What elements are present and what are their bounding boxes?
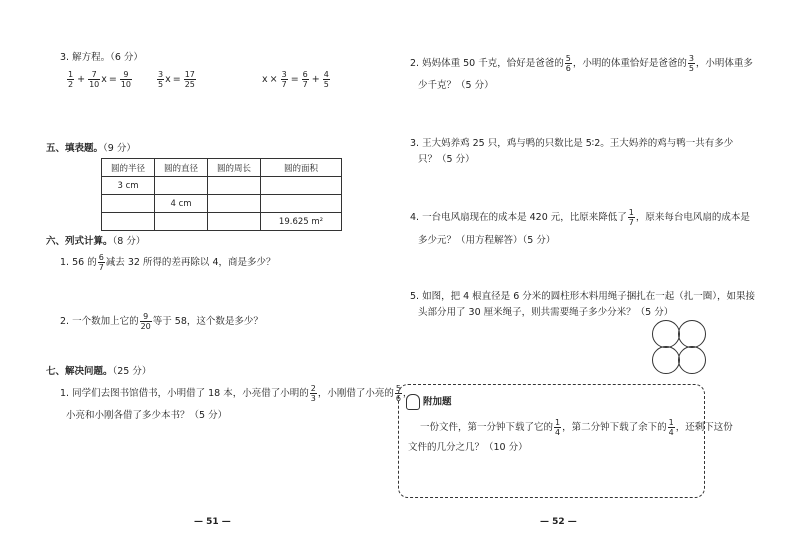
r-question-3: 3. 王大妈养鸡 25 只，鸡与鸭的只数比是 5∶2。王大妈养的鸡与鸭一共有多少 <box>410 138 734 149</box>
s6-question-1: 1. 56 的 $\frac{6}{7}$ 减去 32 所得的差再除以 4，商是多少？ <box>60 253 276 272</box>
r-question-5-line2: 头部分用了 30 厘米绳子，则共需要绳子多少分米？（5 分） <box>418 307 674 318</box>
bonus-question-line2: 文件的几分之几？（10 分） <box>408 442 528 453</box>
bonus-question: 一份文件，第一分钟下载了它的 $\frac{1}{4}$ ，第二分钟下载了余下的 $\frac{1}{4}$ ，还剩下这份 <box>420 418 733 437</box>
table-header: 圆的直径 <box>155 159 208 177</box>
table-cell[interactable]: 19.625 m² <box>261 213 342 231</box>
circle-table <box>101 158 342 231</box>
table-cell[interactable] <box>102 213 155 231</box>
table-cell[interactable] <box>261 195 342 213</box>
table-row <box>102 213 342 231</box>
equation-3: x × $\frac{3}{7}$ = $\frac{6}{7}$ + $\frac{4}{5}$ <box>262 70 329 89</box>
mascot-icon <box>406 394 420 410</box>
circle-shape <box>678 320 706 348</box>
table-cell[interactable] <box>208 195 261 213</box>
section-5-heading: 五、填表题。（9 分） <box>46 143 136 154</box>
table-header: 圆的面积 <box>261 159 342 177</box>
table-header: 圆的半径 <box>102 159 155 177</box>
table-cell[interactable] <box>155 213 208 231</box>
table-cell[interactable] <box>208 213 261 231</box>
circle-shape <box>652 320 680 348</box>
r-question-3-line2: 只？（5 分） <box>418 154 475 165</box>
r-question-4-line2: 多少元？（用方程解答）（5 分） <box>418 235 556 246</box>
r-question-4: 4. 一台电风扇现在的成本是 420 元，比原来降低了 $\frac{1}{7}$ ，原来每台电风扇的成本是 <box>410 208 750 227</box>
page-number-left: — 51 — <box>194 517 231 527</box>
r-question-2: 2. 妈妈体重 50 千克，恰好是爸爸的 $\frac{5}{6}$ ，小明的体重恰好是爸爸的 $\frac{3}{5}$ ，小明体重多 <box>410 54 753 73</box>
bonus-heading: 附加题 <box>406 394 452 410</box>
page-number-right: — 52 — <box>540 517 577 527</box>
circle-shape <box>652 346 680 374</box>
s7-question-1-line2: 小亮和小刚各借了多少本书？（5 分） <box>66 410 228 421</box>
s7-question-1: 1. 同学们去图书馆借书，小明借了 18 本，小亮借了小明的 $\frac{2}{3}$ ，小刚借了小亮的 $\frac{5}{6}$ ， <box>60 384 413 403</box>
r-question-5: 5. 如图，把 4 根直径是 6 分米的圆柱形木料用绳子捆扎在一起（扎一圈），如果接 <box>410 291 756 302</box>
table-cell[interactable] <box>261 177 342 195</box>
table-cell[interactable] <box>102 195 155 213</box>
circle-shape <box>678 346 706 374</box>
table-cell[interactable]: 3 cm <box>102 177 155 195</box>
table-header-row <box>102 159 342 177</box>
table-row <box>102 195 342 213</box>
table-cell[interactable] <box>208 177 261 195</box>
equation-1: $\frac{1}{2}$ + $\frac{7}{10}$ x = $\frac{9}{10}$ <box>68 70 132 89</box>
q3-title: 3. 解方程。（6 分） <box>60 52 143 63</box>
table-cell[interactable] <box>155 177 208 195</box>
s6-question-2: 2. 一个数加上它的 $\frac{9}{20}$ 等于 58，这个数是多少？ <box>60 312 263 331</box>
section-6-heading: 六、列式计算。（8 分） <box>46 236 146 247</box>
table-row <box>102 177 342 195</box>
section-7-heading: 七、解决问题。（25 分） <box>46 366 152 377</box>
table-header: 圆的周长 <box>208 159 261 177</box>
table-cell[interactable]: 4 cm <box>155 195 208 213</box>
equation-2: $\frac{3}{5}$ x = $\frac{17}{25}$ <box>158 70 195 89</box>
r-question-2-line2: 少千克？（5 分） <box>418 80 494 91</box>
